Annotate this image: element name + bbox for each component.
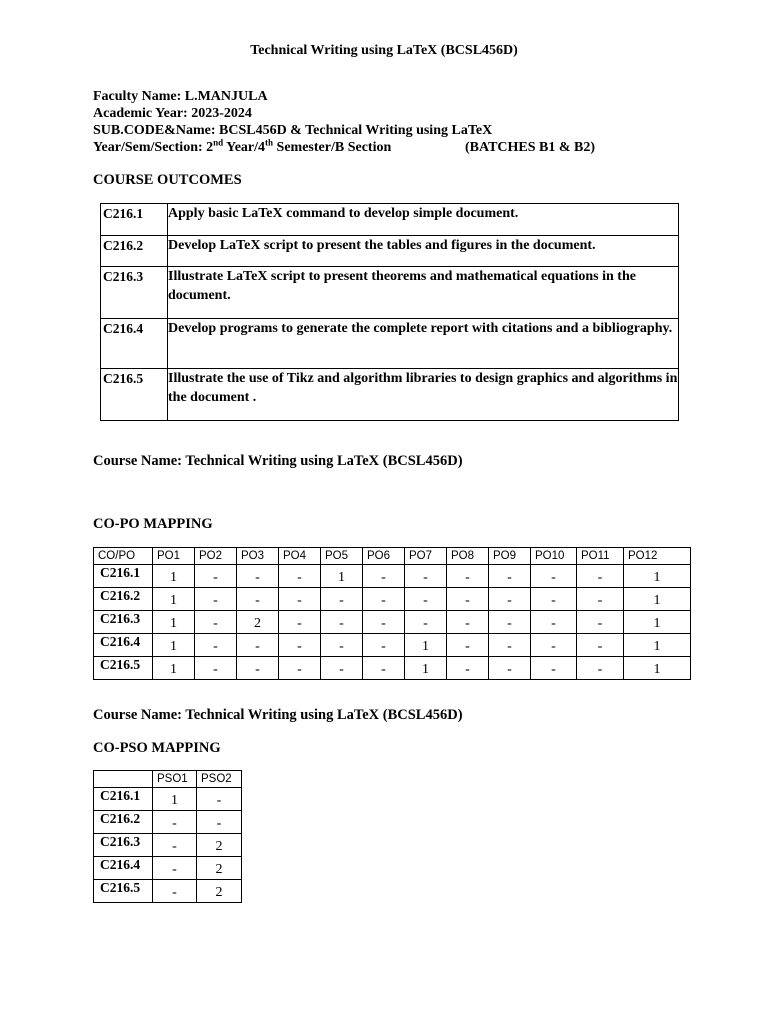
co-po-cell: - [531,588,577,611]
co-po-cell: - [405,588,447,611]
co-po-cell: 1 [153,611,195,634]
outcome-code: C216.1 [101,204,168,236]
co-pso-cell: 2 [197,834,242,857]
co-po-cell: 1 [405,657,447,680]
co-po-header-cell: PO10 [531,548,577,565]
co-po-cell: - [321,588,363,611]
outcome-text: Illustrate LaTeX script to present theorems and mathematical equations in the document. [168,267,679,319]
co-po-header-cell: PO8 [447,548,489,565]
co-po-row [94,588,691,611]
course-outcomes-table [100,203,679,421]
co-po-cell: - [363,657,405,680]
co-po-cell: 1 [153,657,195,680]
co-po-cell: - [531,657,577,680]
co-po-cell: - [363,634,405,657]
co-po-header-cell: PO12 [624,548,691,565]
co-po-cell: - [321,634,363,657]
co-po-cell: - [321,657,363,680]
outcome-text: Develop programs to generate the complete report with citations and a bibliography. [168,319,679,369]
outcome-code: C216.2 [101,236,168,267]
co-po-header-cell: PO7 [405,548,447,565]
co-po-cell: - [237,565,279,588]
outcome-row [101,204,679,236]
co-po-row-label: C216.5 [94,657,153,680]
co-po-cell: - [363,588,405,611]
co-po-row [94,611,691,634]
co-po-cell: - [279,588,321,611]
co-po-cell: - [405,611,447,634]
co-po-cell: - [489,565,531,588]
co-po-cell: - [195,588,237,611]
faculty-name: Faculty Name: L.MANJULA [93,89,268,104]
co-po-cell: - [447,611,489,634]
yss-mid: Year/4 [223,140,266,155]
co-pso-row [94,880,242,903]
co-pso-row-label: C216.4 [94,857,153,880]
co-po-cell: 1 [153,588,195,611]
co-po-cell: - [405,565,447,588]
co-po-header-cell: PO11 [577,548,624,565]
co-po-cell: - [237,634,279,657]
year-sem-section [93,139,391,156]
outcome-row [101,267,679,319]
co-pso-heading: CO-PSO MAPPING [93,740,221,756]
co-po-cell: 1 [153,634,195,657]
co-po-cell: - [531,634,577,657]
co-po-row [94,565,691,588]
yss-sup-nd: nd [213,137,224,148]
co-pso-row-label: C216.3 [94,834,153,857]
course-name-1: Course Name: Technical Writing using LaTeX (BCSL456D) [93,453,463,469]
co-pso-cell: - [153,811,197,834]
co-po-cell: - [447,634,489,657]
co-po-cell: 1 [624,634,691,657]
co-po-cell: 1 [405,634,447,657]
co-pso-mapping-table [93,770,242,903]
co-pso-cell: 1 [153,788,197,811]
co-po-header-cell: PO1 [153,548,195,565]
subject-code-name: SUB.CODE&Name: BCSL456D & Technical Writing using LaTeX [93,123,493,138]
co-po-cell: 1 [624,565,691,588]
co-po-cell: - [321,611,363,634]
co-pso-header-cell: PSO2 [197,771,242,788]
co-po-row-label: C216.3 [94,611,153,634]
co-po-cell: - [447,588,489,611]
outcome-text: Illustrate the use of Tikz and algorithm libraries to design graphics and algorithms in the document . [168,369,679,421]
co-po-row [94,634,691,657]
outcome-text: Develop LaTeX script to present the tables and figures in the document. [168,236,679,267]
batches: (BATCHES B1 & B2) [465,140,596,155]
co-po-header-row [94,548,691,565]
co-po-cell: - [363,565,405,588]
co-pso-row-label: C216.1 [94,788,153,811]
co-pso-header-row [94,771,242,788]
yss-suffix: Semester/B Section [273,140,392,155]
co-po-cell: - [577,588,624,611]
co-po-cell: - [489,588,531,611]
co-po-cell: - [489,611,531,634]
yss-sup-th: th [265,137,274,148]
co-po-cell: - [447,565,489,588]
co-po-row-label: C216.4 [94,634,153,657]
co-po-cell: - [195,634,237,657]
co-po-header-cell: CO/PO [94,548,153,565]
co-po-cell: - [195,611,237,634]
co-po-mapping-table [93,547,691,680]
co-po-cell: 2 [237,611,279,634]
co-po-cell: - [447,657,489,680]
co-pso-row [94,857,242,880]
co-po-cell: - [279,634,321,657]
document-title: Technical Writing using LaTeX (BCSL456D) [250,43,518,58]
co-po-cell: 1 [624,611,691,634]
co-po-header-cell: PO2 [195,548,237,565]
co-pso-cell: - [197,788,242,811]
co-po-cell: - [489,634,531,657]
co-po-row [94,657,691,680]
outcome-row [101,236,679,267]
co-po-cell: - [489,657,531,680]
outcome-code: C216.5 [101,369,168,421]
co-po-cell: - [237,657,279,680]
co-po-header-cell: PO9 [489,548,531,565]
co-po-header-cell: PO6 [363,548,405,565]
yss-prefix: Year/Sem/Section: 2 [93,140,214,155]
co-po-row-label: C216.1 [94,565,153,588]
academic-year: Academic Year: 2023-2024 [93,106,252,121]
co-po-cell: - [577,565,624,588]
outcome-code: C216.4 [101,319,168,369]
co-po-cell: - [237,588,279,611]
co-pso-header-cell [94,771,153,788]
co-pso-row-label: C216.5 [94,880,153,903]
co-po-cell: - [279,611,321,634]
co-pso-header-cell: PSO1 [153,771,197,788]
co-pso-row-label: C216.2 [94,811,153,834]
co-po-cell: - [577,634,624,657]
co-po-cell: - [577,611,624,634]
co-po-header-cell: PO3 [237,548,279,565]
outcome-code: C216.3 [101,267,168,319]
outcome-text: Apply basic LaTeX command to develop simple document. [168,204,679,236]
co-po-heading: CO-PO MAPPING [93,516,213,532]
outcome-row [101,319,679,369]
co-po-cell: - [195,565,237,588]
co-pso-cell: 2 [197,880,242,903]
co-pso-cell: - [197,811,242,834]
co-pso-row [94,811,242,834]
co-pso-row [94,834,242,857]
co-po-row-label: C216.2 [94,588,153,611]
co-po-cell: 1 [624,657,691,680]
co-po-cell: - [279,657,321,680]
co-po-cell: - [577,657,624,680]
co-pso-cell: - [153,880,197,903]
co-po-header-cell: PO5 [321,548,363,565]
co-po-cell: - [531,565,577,588]
course-name-2: Course Name: Technical Writing using LaTeX (BCSL456D) [93,707,463,723]
co-po-cell: 1 [153,565,195,588]
co-pso-row [94,788,242,811]
co-po-cell: - [531,611,577,634]
co-po-cell: 1 [624,588,691,611]
co-po-cell: - [195,657,237,680]
co-pso-cell: 2 [197,857,242,880]
course-outcomes-heading: COURSE OUTCOMES [93,172,242,188]
co-po-header-cell: PO4 [279,548,321,565]
outcome-row [101,369,679,421]
co-po-cell: - [279,565,321,588]
co-pso-cell: - [153,834,197,857]
co-po-cell: 1 [321,565,363,588]
co-pso-cell: - [153,857,197,880]
co-po-cell: - [363,611,405,634]
